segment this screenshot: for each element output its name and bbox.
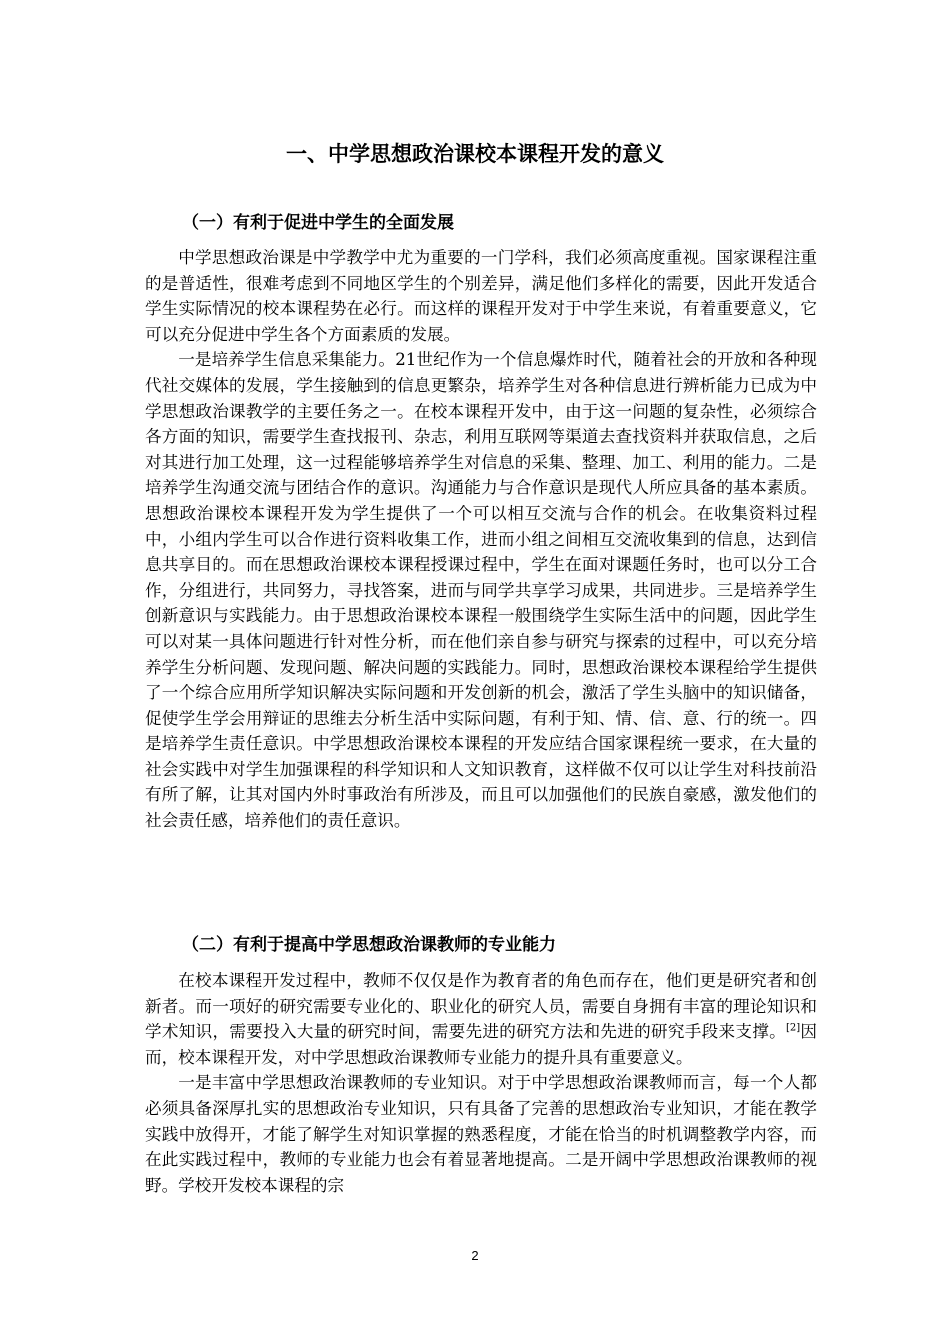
section-2-body xyxy=(145,968,817,1198)
paragraph xyxy=(145,968,817,1070)
paragraph: 一是丰富中学思想政治课教师的专业知识。对于中学思想政治课教师而言，每一个人都必须具备深厚扎实的思想政治专业知识，只有具备了完善的思想政治专业知识，才能在教学实践中放得开，才能了解学生对知识掌握的熟悉程度，才能在恰当的时机调整教学内容，而在此实践过程中，教师的专业能力也会有着显著地提高。二是开阔中学思想政治课教师的视野。学校开发校本课程的宗 xyxy=(145,1073,817,1195)
chapter-title: 一、中学思想政治课校本课程开发的意义 xyxy=(286,142,664,166)
section-heading-2: （二）有利于提高中学思想政治课教师的专业能力 xyxy=(182,935,556,955)
paragraph-text: 因而，校本课程开发，对中学思想政治课教师专业能力的提升具有重要意义。 xyxy=(145,1022,818,1067)
page-number: 2 xyxy=(471,1248,479,1263)
paragraph: 中学思想政治课是中学教学中尤为重要的一门学科，我们必须高度重视。国家课程注重的是普适性，很难考虑到不同地区学生的个别差异，满足他们多样化的需要，因此开发适合学生实际情况的校本课程势在必行。而这样的课程开发对于中学生来说，有着重要意义，它可以充分促进中学生各个方面素质的发展。 xyxy=(145,248,817,344)
citation-reference: [2] xyxy=(785,1022,801,1034)
section-heading-1: （一）有利于促进中学生的全面发展 xyxy=(182,213,454,233)
section-1-body xyxy=(145,245,817,834)
paragraph-text: 在校本课程开发过程中，教师不仅仅是作为教育者的角色而存在，他们更是研究者和创新者。而一项好的研究需要专业化的、职业化的研究人员，需要自身拥有丰富的理论知识和学术知识，需要投入大量的研究时间，需要先进的研究方法和先进的研究手段来支撑。 xyxy=(145,971,817,1042)
paragraph: 一是培养学生信息采集能力。21世纪作为一个信息爆炸时代，随着社会的开放和各种现代社交媒体的发展，学生接触到的信息更繁杂，培养学生对各种信息进行辨析能力已成为中学思想政治课教学的主要任务之一。在校本课程开发中，由于这一问题的复杂性，必须综合各方面的知识，需要学生查找报刊、杂志，利用互联网等渠道去查找资料并获取信息，之后对其进行加工处理，这一过程能够培养学生对信息的采集、整理、加工、利用的能力。二是培养学生沟通交流与团结合作的意识。沟通能力与合作意识是现代人所应具备的基本素质。思想政治课校本课程开发为学生提供了一个可以相互交流与合作的机会。在收集资料过程中，小组内学生可以合作进行资料收集工作，进而小组之间相互交流收集到的信息，达到信息共享目的。而在思想政治课校本课程授课过程中，学生在面对课题任务时，也可以分工合作，分组进行，共同努力，寻找答案，进而与同学共享学习成果，共同进步。三是培养学生创新意识与实践能力。由于思想政治课校本课程一般围绕学生实际生活中的问题，因此学生可以对某一具体问题进行针对性分析，而在他们亲自参与研究与探索的过程中，可以充分培养学生分析问题、发现问题、解决问题的实践能力。同时，思想政治课校本课程给学生提供了一个综合应用所学知识解决实际问题和开发创新的机会，激活了学生头脑中的知识储备，促使学生学会用辩证的思维去分析生活中实际问题，有利于知、情、信、意、行的统一。四是培养学生责任意识。中学思想政治课校本课程的开发应结合国家课程统一要求，在大量的社会实践中对学生加强课程的科学知识和人文知识教育，这样做不仅可以让学生对科技前沿有所了解，让其对国内外时事政治有所涉及，而且可以加强他们的民族自豪感，激发他们的社会责任感，培养他们的责任意识。 xyxy=(145,350,817,831)
